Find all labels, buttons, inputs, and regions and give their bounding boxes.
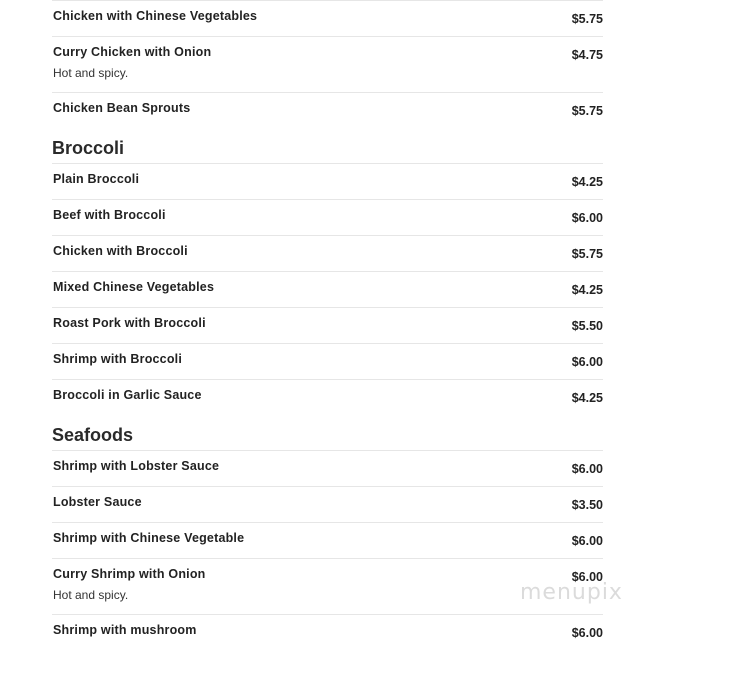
menu-item: [52, 0, 603, 36]
item-name: Chicken with Chinese Vegetables: [53, 9, 258, 23]
item-name: Shrimp with Lobster Sauce: [53, 459, 220, 473]
item-price: $4.25: [571, 283, 603, 297]
item-price: $6.00: [571, 534, 603, 548]
item-name: Broccoli in Garlic Sauce: [53, 388, 202, 402]
menu-item: [52, 235, 603, 271]
item-name: Plain Broccoli: [53, 172, 140, 186]
menu-item: [52, 163, 603, 199]
menu-item: [52, 343, 603, 379]
menu-item: [52, 199, 603, 235]
section-title: Broccoli: [52, 138, 125, 158]
item-name: Shrimp with Chinese Vegetable: [53, 531, 245, 545]
menu-item: [52, 486, 603, 522]
item-description: Hot and spicy.: [53, 66, 129, 80]
item-price: $5.50: [571, 319, 603, 333]
item-name: Curry Chicken with Onion: [53, 45, 212, 59]
item-price: $6.00: [571, 626, 603, 640]
menu-item: [52, 522, 603, 558]
item-name: Mixed Chinese Vegetables: [53, 280, 215, 294]
item-price: $6.00: [571, 462, 603, 476]
item-price: $4.25: [571, 175, 603, 189]
menu-item: [52, 36, 603, 92]
item-price: $3.50: [571, 498, 603, 512]
item-name: Roast Pork with Broccoli: [53, 316, 206, 330]
section-title: Seafoods: [52, 425, 134, 445]
item-name: Chicken Bean Sprouts: [53, 101, 191, 115]
watermark: menupix: [520, 580, 623, 605]
item-price: $5.75: [571, 104, 603, 118]
item-name: Beef with Broccoli: [53, 208, 166, 222]
item-name: Shrimp with Broccoli: [53, 352, 183, 366]
item-description: Hot and spicy.: [53, 588, 129, 602]
item-name: Chicken with Broccoli: [53, 244, 188, 258]
item-price: $6.00: [571, 570, 603, 584]
menu: [52, 0, 603, 650]
item-price: $6.00: [571, 211, 603, 225]
item-price: $5.75: [571, 12, 603, 26]
item-name: Curry Shrimp with Onion: [53, 567, 206, 581]
menu-item: [52, 92, 603, 128]
item-price: $4.25: [571, 391, 603, 405]
item-name: Lobster Sauce: [53, 495, 142, 509]
item-price: $4.75: [571, 48, 603, 62]
menu-item: [52, 450, 603, 486]
menu-item: [52, 379, 603, 415]
menu-item: [52, 307, 603, 343]
item-price: $6.00: [571, 355, 603, 369]
menu-item: [52, 271, 603, 307]
item-name: Shrimp with mushroom: [53, 623, 197, 637]
item-price: $5.75: [571, 247, 603, 261]
menu-item: [52, 614, 603, 650]
